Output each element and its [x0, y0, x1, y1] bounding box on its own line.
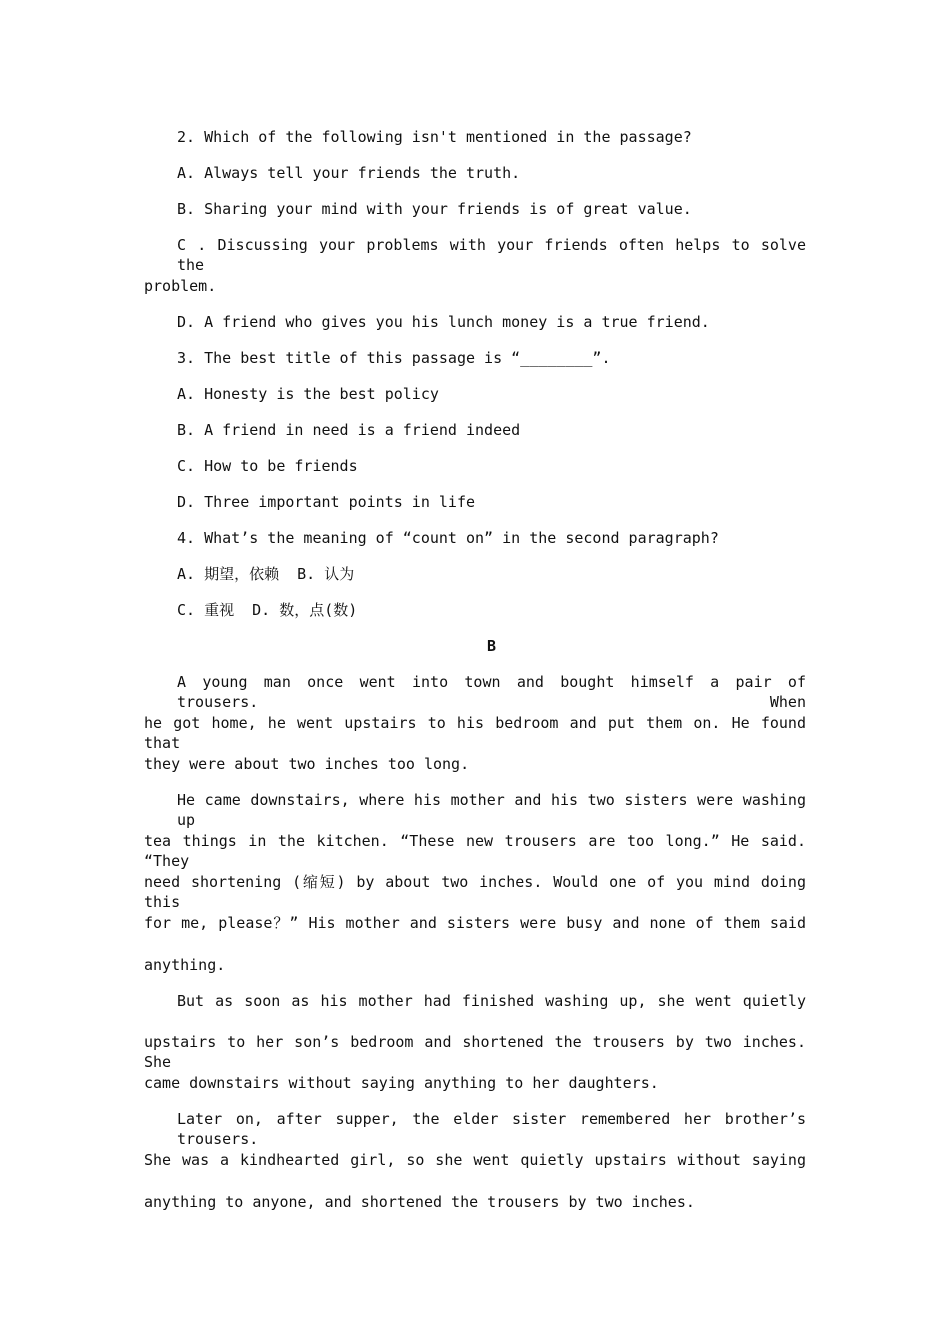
question-3-option-d: D. Three important points in life — [177, 493, 476, 511]
question-2-option-d: D. A friend who gives you his lunch money is a true friend. — [177, 313, 710, 331]
paragraph-3-line-2: upstairs to her son’s bedroom and shortened the trousers by two inches. She — [144, 1033, 806, 1071]
paragraph-4-line-3: anything to anyone, and shortened the trousers by two inches. — [144, 1193, 695, 1211]
question-3-option-a: A. Honesty is the best policy — [177, 385, 439, 403]
paragraph-4-line-2: She was a kindhearted girl, so she went quietly upstairs without saying — [144, 1151, 806, 1169]
paragraph-1-line-2: he got home, he went upstairs to his bedroom and put them on. He found that — [144, 714, 806, 752]
question-2-stem: 2. Which of the following isn't mentioned in the passage? — [177, 128, 692, 146]
paragraph-1-line-3: they were about two inches too long. — [144, 755, 470, 773]
question-2-option-c-line2: problem. — [144, 277, 217, 295]
question-4-options-ab: A. 期望，依赖 B. 认为 — [177, 565, 355, 583]
paragraph-2-line-2: tea things in the kitchen. “These new trousers are too long.” He said. “They — [144, 832, 806, 870]
section-b-heading: B — [486, 637, 497, 655]
paragraph-4-line-1: Later on, after supper, the elder sister remembered her brother’s trousers. — [177, 1110, 806, 1148]
question-4-options-cd: C. 重视 D. 数，点(数) — [177, 601, 358, 619]
question-2-option-c-line1: C . Discussing your problems with your friends often helps to solve the — [177, 236, 806, 274]
paragraph-3-line-3: came downstairs without saying anything to her daughters. — [144, 1074, 659, 1092]
paragraph-3-line-1: But as soon as his mother had finished washing up, she went quietly — [177, 992, 806, 1010]
paragraph-1-line-1: A young man once went into town and bought himself a pair of trousers. When — [177, 673, 806, 711]
question-3-option-b: B. A friend in need is a friend indeed — [177, 421, 521, 439]
paragraph-2-line-4: for me, please？” His mother and sisters were busy and none of them said — [144, 914, 806, 932]
question-3-option-c: C. How to be friends — [177, 457, 358, 475]
question-2-option-a: A. Always tell your friends the truth. — [177, 164, 521, 182]
paragraph-2-line-1: He came downstairs, where his mother and his two sisters were washing up — [177, 791, 806, 829]
paragraph-2-line-3: need shortening (缩短) by about two inches. Would one of you mind doing this — [144, 873, 806, 911]
question-2-option-b: B. Sharing your mind with your friends is of great value. — [177, 200, 692, 218]
question-3-stem: 3. The best title of this passage is “________”. — [177, 349, 611, 367]
question-4-stem: 4. What’s the meaning of “count on” in the second paragraph? — [177, 529, 719, 547]
paragraph-2-line-5: anything. — [144, 956, 226, 974]
